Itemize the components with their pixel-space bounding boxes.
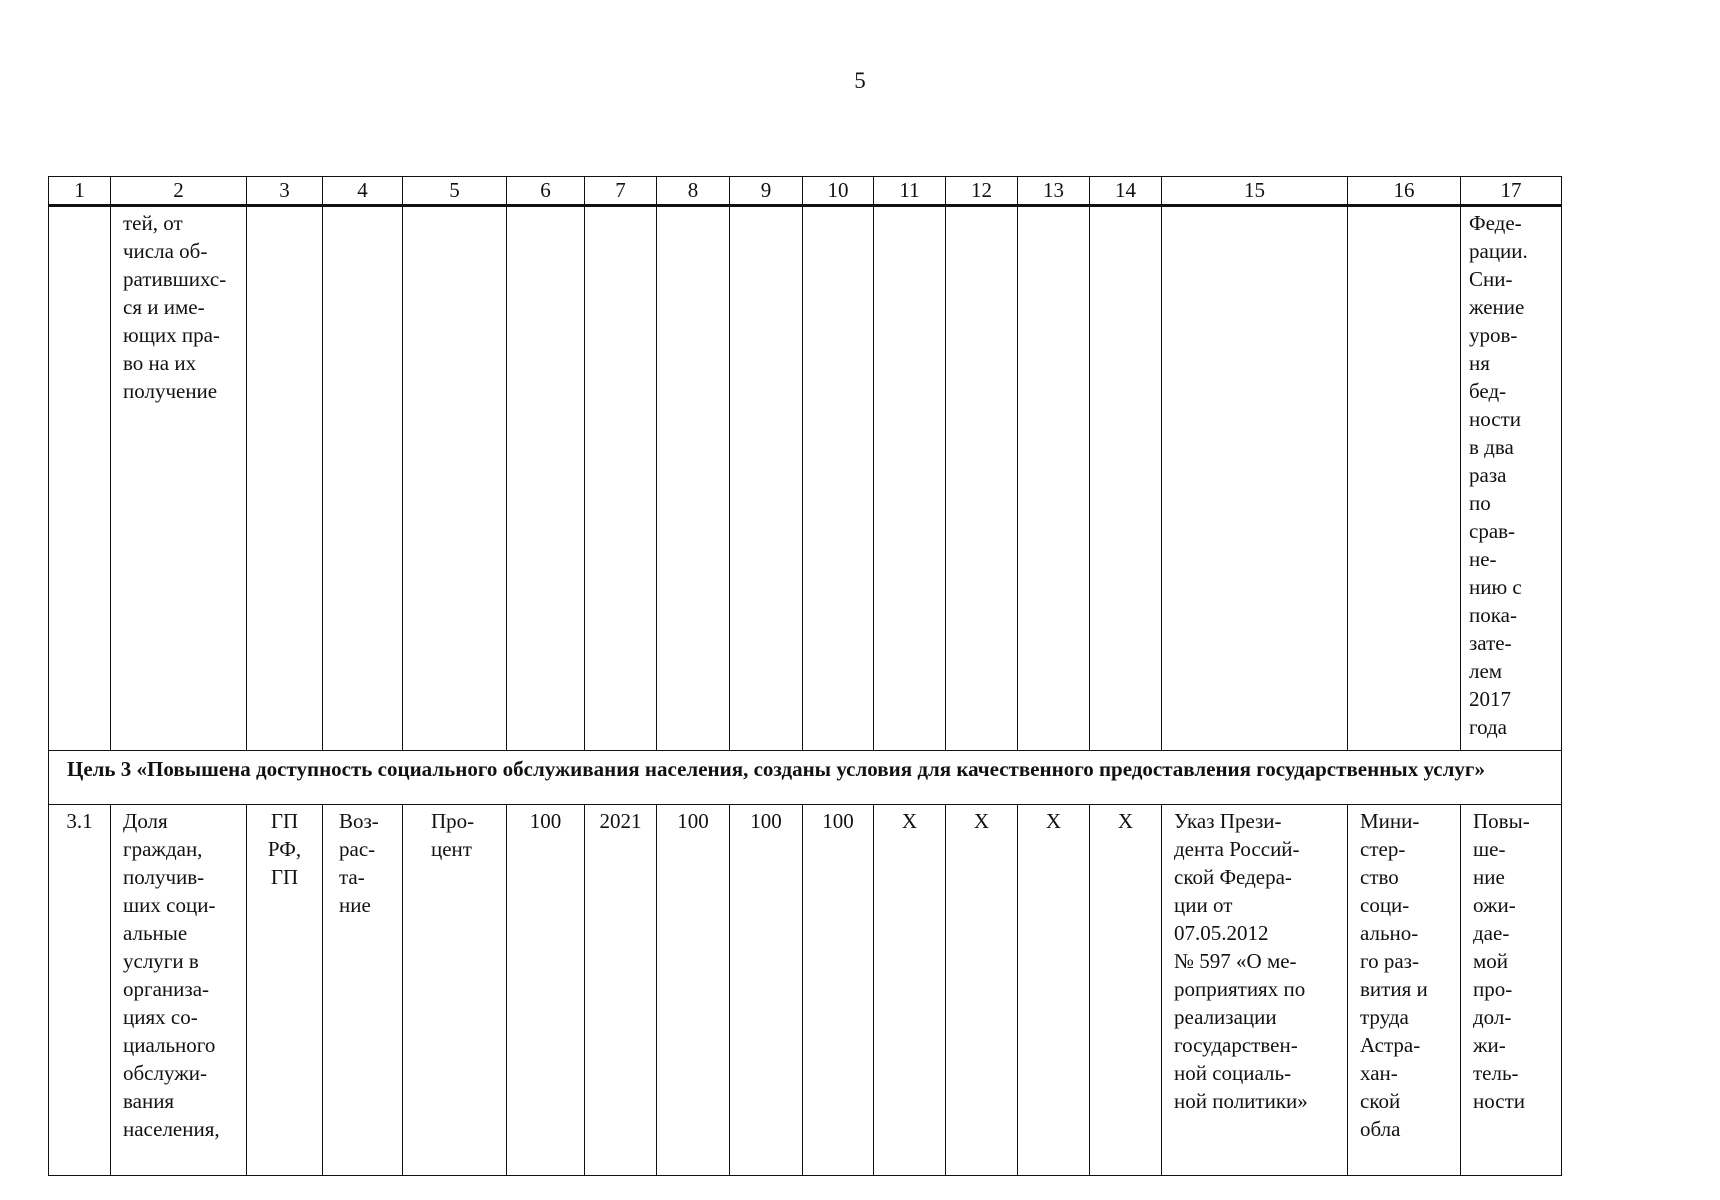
column-number: 4 [323, 177, 403, 206]
table-cell [1018, 206, 1090, 751]
table-cell [730, 206, 803, 751]
goal-title: Цель 3 «Повышена доступность социального обслуживания населения, созданы условия для качественного предоставления государственных услуг» [49, 751, 1562, 805]
value-cell: 100 [750, 809, 782, 833]
table-cell [49, 206, 111, 751]
column-number: 7 [585, 177, 657, 206]
indicator-name: Доля граждан, получив- ших соци- альные услуги в организа- циях со- циального обслужи- вания населения, [123, 809, 220, 1141]
column-number: 8 [657, 177, 730, 206]
table-cell [247, 206, 323, 751]
column-number: 10 [803, 177, 874, 206]
table-cell [1461, 805, 1562, 1176]
table-cell [1461, 206, 1562, 751]
table-cell [507, 206, 585, 751]
table-cell [1090, 206, 1162, 751]
table-cell [111, 206, 247, 751]
value-cell: Х [973, 809, 990, 833]
column-number: 17 [1461, 177, 1562, 206]
expected-result: Повы- ше- ние ожи- дае- мой про- дол- жи- тель- ности [1473, 809, 1530, 1113]
table-cell [585, 206, 657, 751]
table-cell [1018, 805, 1090, 1176]
value-cell: Х [1045, 809, 1062, 833]
table-cell [1090, 805, 1162, 1176]
table-cell [946, 206, 1018, 751]
indicator-source: ГП РФ, ГП [267, 809, 302, 889]
column-number: 2 [111, 177, 247, 206]
indicators-table [48, 176, 1562, 1176]
table-cell [1162, 206, 1348, 751]
column-number: 3 [247, 177, 323, 206]
column-number: 1 [49, 177, 111, 206]
table-cell [247, 805, 323, 1176]
table-cell [1348, 206, 1461, 751]
table-cell [657, 805, 730, 1176]
table-cell [1348, 805, 1461, 1176]
column-number: 13 [1018, 177, 1090, 206]
table-cell [507, 805, 585, 1176]
table-cell [803, 206, 874, 751]
value-cell: Х [1117, 809, 1134, 833]
column-number-row [49, 177, 1562, 206]
table-cell [403, 206, 507, 751]
unit-of-measure: Про- цент [431, 809, 475, 861]
value-cell: Х [901, 809, 918, 833]
table-cell [1162, 805, 1348, 1176]
indicator-name-continuation: тей, от числа об- ратившихс- ся и име- ющих пра- во на их получение [123, 211, 227, 403]
table-cell [803, 805, 874, 1176]
table-cell [323, 206, 403, 751]
column-number: 14 [1090, 177, 1162, 206]
page-number: 5 [854, 68, 866, 93]
column-number: 16 [1348, 177, 1461, 206]
column-number: 12 [946, 177, 1018, 206]
table-cell [323, 805, 403, 1176]
column-number: 5 [403, 177, 507, 206]
table-cell [874, 805, 946, 1176]
result-continuation: Феде- рации. Сни- жение уров- ня бед- ности в два раза по срав- не- нию с пока- зате- лем 2017 года [1469, 211, 1528, 739]
table-row [49, 805, 1562, 1176]
column-number: 15 [1162, 177, 1348, 206]
column-number: 11 [874, 177, 946, 206]
table-cell [730, 805, 803, 1176]
table-cell [874, 206, 946, 751]
table-cell [49, 805, 111, 1176]
table-cell [111, 805, 247, 1176]
value-cell: 100 [529, 809, 562, 833]
continuation-row [49, 206, 1562, 751]
value-cell: 2021 [599, 809, 642, 833]
table-cell [585, 805, 657, 1176]
table-cell [946, 805, 1018, 1176]
value-cell: 100 [822, 809, 854, 833]
goal-row [49, 751, 1562, 805]
responsible-body: Мини- стер- ство соци- ально- го раз- вития и труда Астра- хан- ской обла [1360, 809, 1428, 1141]
column-number: 6 [507, 177, 585, 206]
indicator-trend: Воз- рас- та- ние [339, 809, 379, 917]
column-number: 9 [730, 177, 803, 206]
legal-basis: Указ Прези- дента Россий- ской Федера- ции от 07.05.2012 № 597 «О ме- роприятиях по реализации государствен- ной социаль- ной политики» [1174, 809, 1308, 1113]
row-number: 3.1 [66, 809, 93, 833]
table-cell [403, 805, 507, 1176]
table-cell [657, 206, 730, 751]
value-cell: 100 [677, 809, 709, 833]
